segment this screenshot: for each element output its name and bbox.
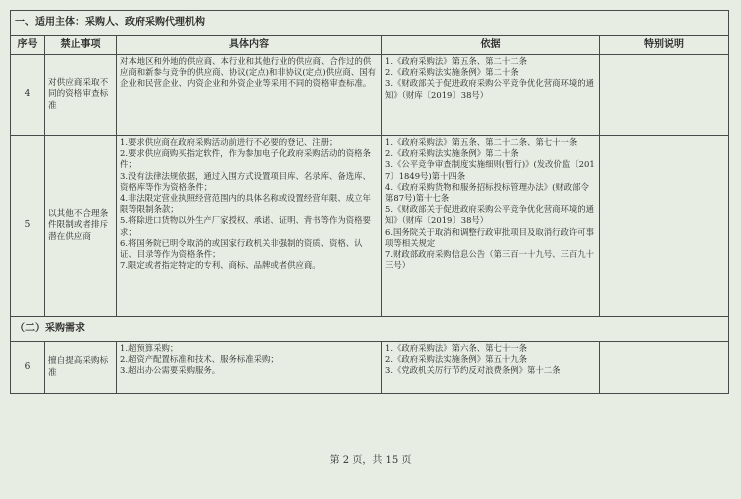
basis-line: 1.《政府采购法》第五条、第二十二条 — [385, 56, 527, 66]
content-line: 2.超资产配置标准和技术、服务标准采购； — [120, 354, 279, 365]
header-row — [11, 36, 729, 55]
row-basis — [382, 55, 600, 136]
section1-row — [11, 11, 729, 36]
basis-line: 2.《政府采购法实施条例》第二十条 — [385, 148, 519, 159]
row-content — [117, 342, 382, 394]
row-seq: 4 — [11, 55, 45, 136]
basis-line: 2.《政府采购法实施条例》第五十九条 — [385, 354, 527, 365]
table-row — [11, 55, 729, 136]
content-line: 3.超出办公需要采购服务。 — [120, 365, 221, 376]
header-seq: 序号 — [11, 36, 45, 55]
content-line: 4.非法限定营业执照经营范围内的具体名称或设置经营年限、成立年限等限制条款； — [120, 193, 371, 215]
content-line: 1.要求供应商在政府采购活动前进行不必要的登记、注册； — [120, 137, 338, 147]
section2-title: （二）采购需求 — [11, 317, 729, 342]
basis-line: 3.《党政机关厉行节约反对浪费条例》第十二条 — [385, 365, 561, 376]
header-basis: 依据 — [382, 36, 600, 55]
content-line: 3.没有法律法规依据，通过入围方式设置项目库、名录库、备选库、资格库等作为资格条件； — [120, 170, 371, 192]
basis-line: 5.《财政部关于促进政府采购公平竞争优化营商环境的通知》（财库〔2019〕38号） — [385, 204, 594, 226]
basis-line: 4.《政府采购货物和服务招标投标管理办法》(财政部令第87号)第十七条 — [385, 181, 589, 204]
content-line: 6.将国务院已明令取消的或国家行政机关非强制的资质、资格、认证、目录等作为资格条件； — [120, 237, 363, 260]
content-line: 7.限定或者指定特定的专利、商标、品牌或者供应商。 — [120, 260, 321, 271]
row-notes — [600, 136, 729, 317]
row-content — [117, 55, 382, 136]
basis-line: 3.《财政部关于促进政府采购公平竞争优化营商环境的通知》（财库〔2019〕38号） — [385, 78, 594, 100]
table-row — [11, 136, 729, 317]
row-notes — [600, 342, 729, 394]
section1-title: 一、适用主体：采购人、政府采购代理机构 — [11, 11, 729, 36]
header-prohibited: 禁止事项 — [45, 36, 117, 55]
row-seq: 5 — [11, 136, 45, 317]
procurement-table — [10, 10, 729, 394]
basis-line: 3.《公平竞争审查制度实施细则(暂行)》(发改价监〔2017〕1849号)第十四条 — [385, 159, 595, 181]
content-line: 5.将除进口货物以外生产厂家授权、承诺、证明、背书等作为资格要求； — [120, 215, 371, 237]
row-item: 对供应商采取不同的资格审查标准 — [45, 55, 117, 136]
row-basis — [382, 342, 600, 394]
row-item: 以其他不合理条件限制或者排斥潜在供应商 — [45, 136, 117, 317]
table-row — [11, 342, 729, 394]
content-line: 1.超预算采购； — [120, 343, 179, 353]
basis-line: 2.《政府采购法实施条例》第二十条 — [385, 67, 519, 78]
row-notes — [600, 55, 729, 136]
row-basis — [382, 136, 600, 317]
basis-line: 1.《政府采购法》第五条、第二十二条、第七十一条 — [385, 137, 578, 147]
header-notes: 特别说明 — [600, 36, 729, 55]
row-content — [117, 136, 382, 317]
section2-row — [11, 317, 729, 342]
content-line: 对本地区和外地的供应商、本行业和其他行业的供应商、合作过的供应商和新参与竞争的供应商、协议(定点)和非协议(定点)供应商、国有企业和民营企业、内资企业和外资企业等采用不同的资格审查标准。 — [120, 56, 376, 89]
row-seq: 6 — [11, 342, 45, 394]
row-item: 擅自提高采购标准 — [45, 342, 117, 394]
document-page — [10, 10, 728, 394]
page-footer: 第 2 页，共 15 页 — [329, 455, 412, 466]
content-line: 2.要求供应商购买指定软件，作为参加电子化政府采购活动的资格条件； — [120, 148, 371, 170]
header-content: 具体内容 — [117, 36, 382, 55]
basis-line: 6.国务院关于取消和调整行政审批项目及取消行政许可事项等相关规定 — [385, 226, 594, 248]
basis-line: 7.财政部政府采购信息公告（第三百一十九号、三百九十三号） — [385, 249, 594, 271]
basis-line: 1.《政府采购法》第六条、第七十一条 — [385, 343, 527, 353]
